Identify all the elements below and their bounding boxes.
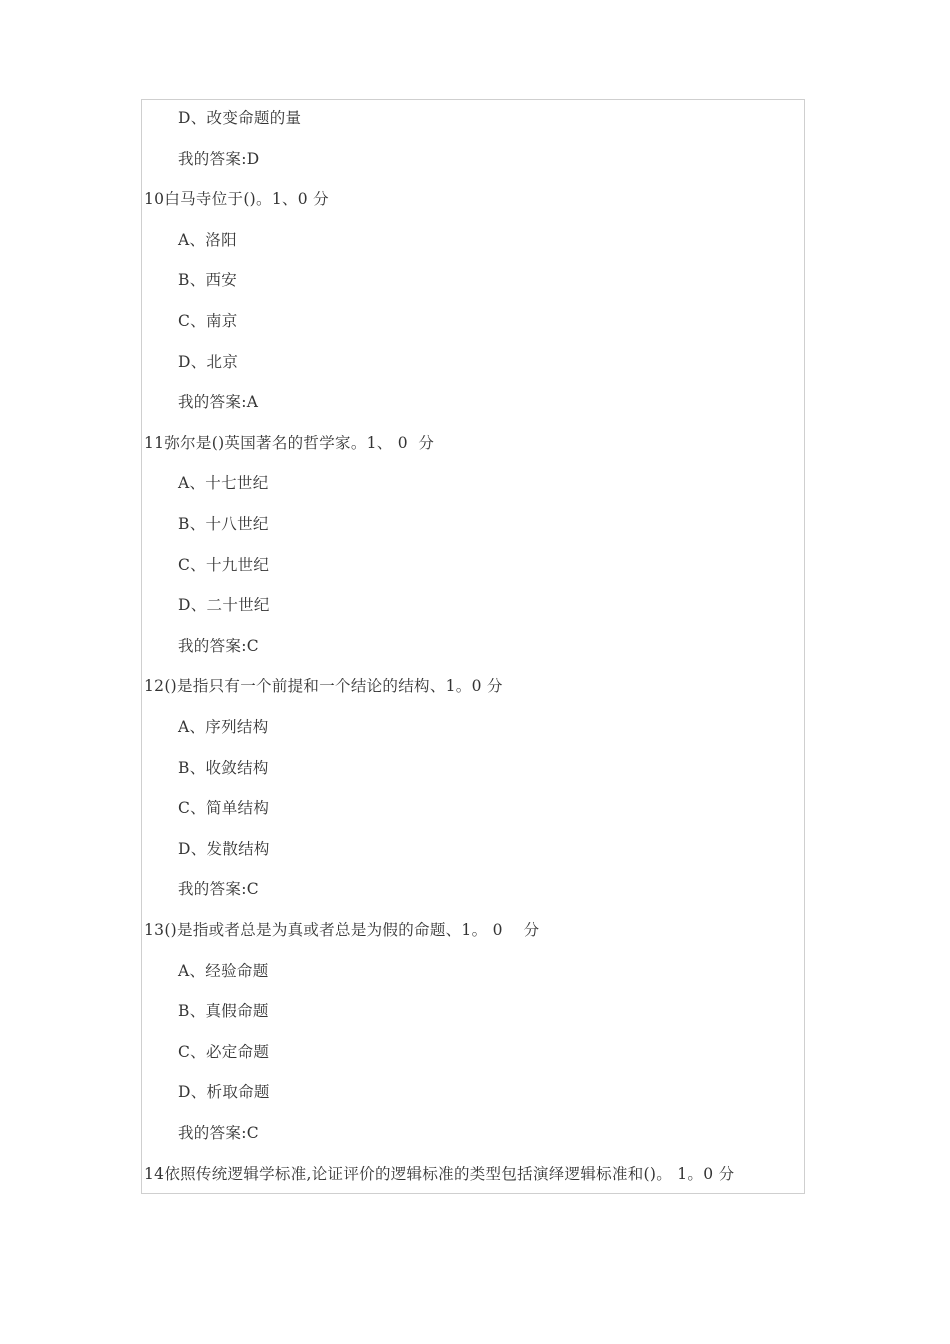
my-answer: 我的答案:A (178, 393, 259, 412)
answer-option: C、十九世纪 (178, 555, 270, 574)
answer-option: C、简单结构 (178, 799, 270, 818)
answer-option: B、收敛结构 (178, 758, 269, 777)
answer-option: D、二十世纪 (178, 596, 270, 615)
question-text: 10白马寺位于()。1、0 分 (144, 190, 329, 209)
answer-option: C、必定命题 (178, 1042, 270, 1061)
question-text: 13()是指或者总是为真或者总是为假的命题、1。 0 分 (144, 921, 540, 939)
my-answer: 我的答案:C (178, 1124, 259, 1142)
answer-option: D、北京 (178, 352, 239, 371)
question-text: 11弥尔是()英国著名的哲学家。1、 0 分 (144, 433, 435, 452)
my-answer: 我的答案:D (178, 149, 260, 168)
answer-option: D、发散结构 (178, 839, 270, 858)
answer-option: A、洛阳 (178, 230, 237, 249)
answer-option: B、十八世纪 (178, 515, 269, 533)
answer-option: B、真假命题 (178, 1002, 269, 1021)
answer-option: D、析取命题 (178, 1083, 270, 1102)
answer-option: A、经验命题 (178, 961, 269, 980)
answer-option: C、南京 (178, 312, 238, 330)
question-panel (141, 99, 805, 1194)
answer-option: D、改变命题的量 (178, 109, 302, 127)
question-text: 14依照传统逻辑学标准,论证评价的逻辑标准的类型包括演绎逻辑标准和()。 1。0 分 (144, 1164, 735, 1183)
answer-option: A、十七世纪 (178, 474, 269, 493)
question-text: 12()是指只有一个前提和一个结论的结构、1。0 分 (144, 677, 503, 696)
answer-option: A、序列结构 (178, 718, 269, 736)
answer-option: B、西安 (178, 271, 238, 290)
my-answer: 我的答案:C (178, 636, 259, 655)
my-answer: 我的答案:C (178, 880, 259, 899)
